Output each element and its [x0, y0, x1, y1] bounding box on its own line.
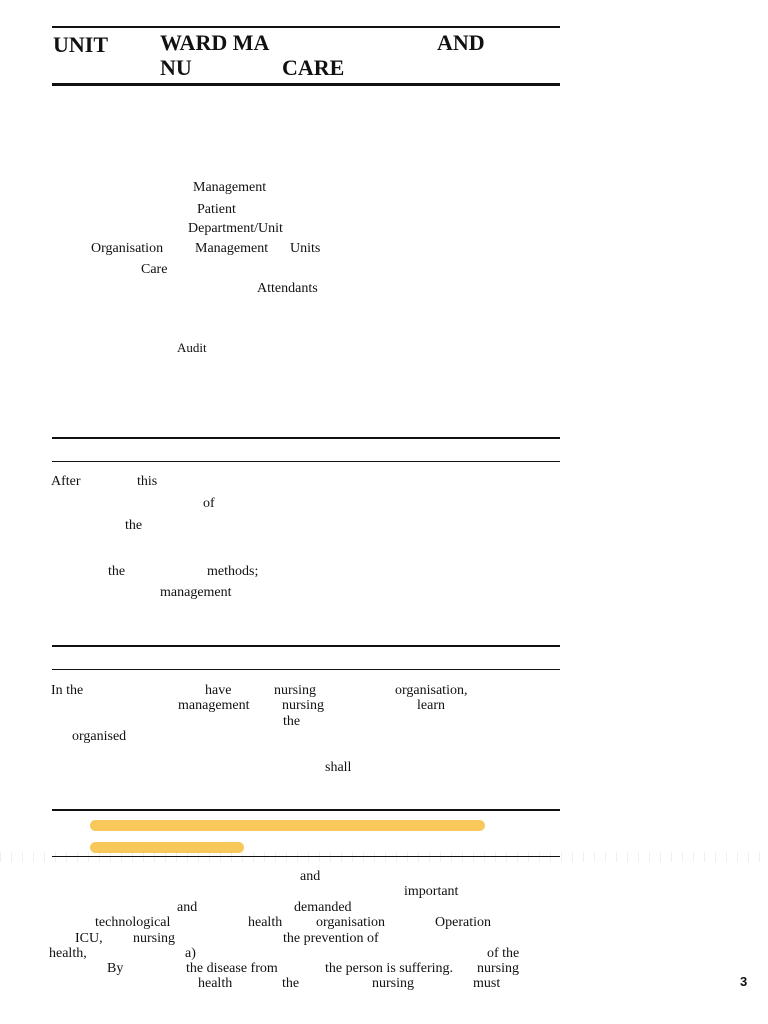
section-rule: [52, 437, 560, 439]
structure-word: Audit: [177, 340, 207, 355]
structure-word: Attendants: [257, 281, 318, 296]
title-line2-a: NU: [160, 55, 192, 80]
intro-word: learn: [417, 698, 445, 713]
intro-word: organised: [72, 729, 127, 744]
body-word: and: [300, 869, 321, 884]
structure-word: Management: [193, 180, 267, 195]
body-word: the: [282, 976, 300, 991]
intro-word: management: [178, 698, 250, 713]
body-word: technological: [95, 915, 171, 930]
scan-noise-band: [0, 852, 768, 862]
objectives-word: management: [160, 585, 232, 600]
section-rule: [52, 809, 560, 811]
header-top-rule: [52, 26, 560, 28]
unit-label: UNIT: [53, 32, 109, 57]
body-word: important: [404, 884, 459, 899]
section-rule: [52, 669, 560, 670]
body-word: nursing: [477, 961, 519, 976]
section-rule: [52, 461, 560, 462]
structure-word: Management: [195, 241, 269, 256]
body-word: nursing: [133, 931, 175, 946]
body-word: health,: [49, 946, 87, 961]
body-word: the prevention of: [283, 931, 379, 946]
heading-highlight-bar: [90, 820, 485, 831]
body-word: of the: [487, 946, 520, 961]
title-line2-b: CARE: [282, 55, 345, 80]
title-line1-a: WARD MA: [160, 30, 270, 55]
structure-word: Care: [141, 262, 168, 277]
structure-word: Department/Unit: [188, 221, 283, 236]
body-word: nursing: [372, 976, 414, 991]
intro-word: organisation,: [395, 683, 468, 698]
page-number: 3: [740, 974, 748, 989]
objectives-word: of: [203, 496, 215, 511]
objectives-word: this: [137, 474, 158, 489]
body-word: the disease from: [186, 961, 278, 976]
intro-word: shall: [325, 760, 352, 775]
intro-word: nursing: [282, 698, 324, 713]
intro-word: the: [283, 714, 301, 729]
header-bottom-rule: [52, 83, 560, 86]
body-word: Operation: [435, 915, 491, 930]
structure-word: Patient: [197, 202, 236, 217]
body-word: health: [248, 915, 283, 930]
body-word: a): [185, 946, 196, 961]
objectives-word: the: [125, 518, 143, 533]
intro-word: nursing: [274, 683, 316, 698]
objectives-word: methods;: [207, 564, 259, 579]
body-word: By: [107, 961, 124, 976]
intro-word: have: [205, 683, 232, 698]
title-line1-b: AND: [437, 30, 485, 55]
body-word: the person is suffering.: [325, 961, 454, 976]
objectives-word: After: [51, 474, 81, 489]
section-rule: [52, 856, 560, 857]
body-word: demanded: [294, 900, 352, 915]
structure-word: Organisation: [91, 241, 164, 256]
structure-word: Units: [290, 241, 321, 256]
body-word: must: [473, 976, 501, 991]
objectives-word: the: [108, 564, 126, 579]
intro-word: In the: [51, 683, 84, 698]
body-word: and: [177, 900, 198, 915]
body-word: ICU,: [75, 931, 103, 946]
body-word: organisation: [316, 915, 385, 930]
section-rule: [52, 645, 560, 647]
body-word: health: [198, 976, 233, 991]
